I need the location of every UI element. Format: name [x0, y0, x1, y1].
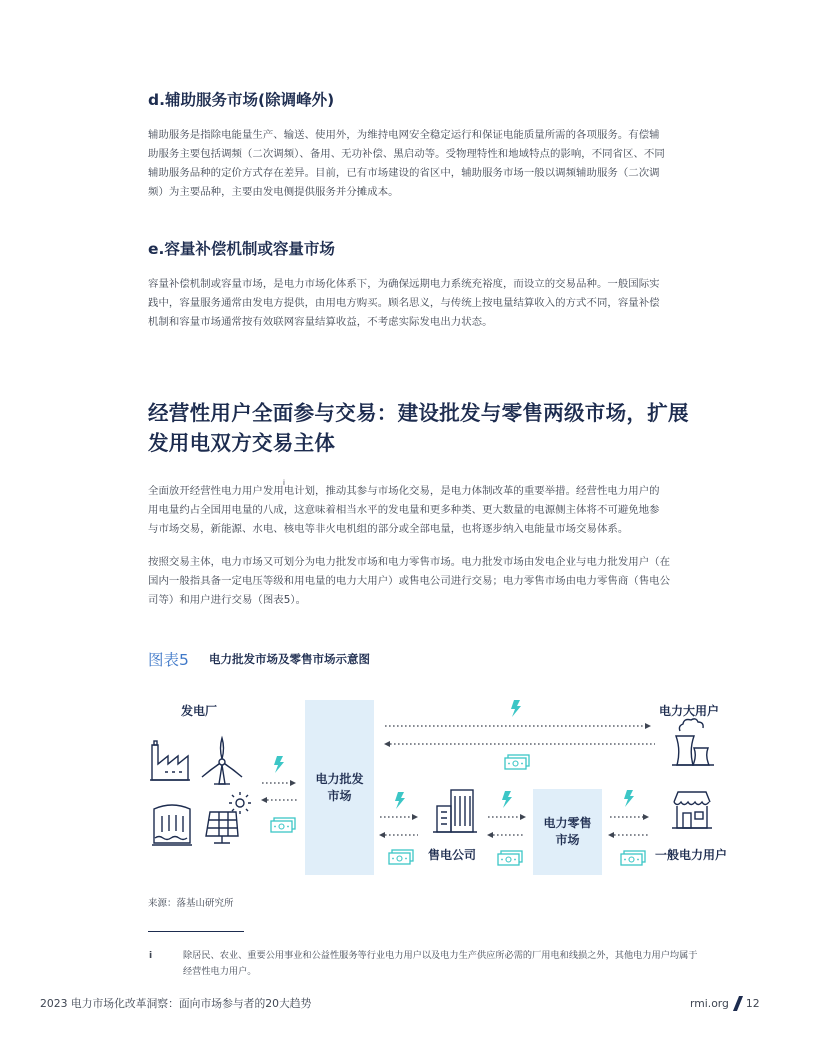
footer-document-title: 2023 电力市场化改革洞察：面向市场参与者的20大趋势 [40, 997, 312, 1010]
lightning-bolt-icon [511, 700, 521, 717]
figure-source: 来源：落基山研究所 [148, 898, 234, 909]
text-line: 辅助服务品种的定价方式存在差异。目前，已有市场建设的省区中，辅助服务市场一般以调频辅助服务（二次调 [148, 167, 660, 179]
text-line: 国内一般指具备一定电压等级和用电量的电力大用户）或售电公司进行交易；电力零售市场由电力零售商（售电公 [148, 575, 671, 587]
money-bill-icon [505, 755, 529, 769]
footnote-superscript: i [283, 479, 285, 487]
paragraph-1 [148, 482, 748, 539]
money-bill-icon [271, 818, 295, 832]
footer-page-info [690, 996, 760, 1011]
figure-label: 图表5 [148, 651, 189, 669]
power-plant-icon [672, 719, 714, 765]
arrowheads [261, 723, 651, 838]
footnote-marker: i [149, 950, 153, 961]
solar-panel-icon [206, 792, 251, 843]
main-heading-line: 经营性用户全面参与交易：建设批发与零售两级市场，扩展 [148, 401, 689, 425]
large-user-label: 电力大用户 [659, 704, 720, 718]
text-line: 容量补偿机制或容量市场，是电力市场化体系下，为确保远期电力系统充裕度，而设立的交易品种。一般国际实 [148, 278, 660, 290]
paragraph-2 [148, 553, 748, 610]
lightning-bolt-icon [274, 756, 284, 773]
money-bill-icon [389, 850, 413, 864]
text-line: 全面放开经营性电力用户发用电计划，推动其参与市场化交易，是电力体制改革的重要举措。经营性电力用户的 [148, 485, 660, 497]
office-building-icon [433, 790, 477, 832]
footnote-text: 除居民、农业、重要公用事业和公益性服务等行业电力用户以及电力生产供应所必需的厂用电和线损之外，其他电力用户均属于 经营性电力用户。 [183, 950, 698, 977]
text-line: 按照交易主体，电力市场又可划分为电力批发市场和电力零售市场。电力批发市场由发电企业与电力批发用户（在 [148, 556, 671, 568]
money-bill-icon [621, 851, 645, 865]
storefront-icon [672, 792, 712, 828]
main-heading [148, 398, 748, 458]
wind-turbine-icon [202, 738, 242, 784]
page-number: 12 [745, 997, 760, 1010]
text-line: 践中，容量服务通常由发电方提供，由用电方购买。顾名思义，与传统上按电量结算收入的方式不同，容量补偿 [148, 297, 660, 309]
lightning-bolt-icon [395, 792, 405, 809]
text-line: 助服务主要包括调频（二次调频）、备用、无功补偿、黑启动等。受物理特性和地域特点的影响，不同省区、不同 [148, 148, 665, 160]
lightning-bolt-icon [624, 790, 634, 807]
hydro-dam-icon [152, 805, 192, 845]
wholesale-market-box: 电力批发 市场 [305, 700, 374, 875]
general-user-label: 一般电力用户 [655, 848, 728, 862]
text-line: 频）为主要品种，主要由发电侧提供服务并分摊成本。 [148, 186, 399, 198]
section-e-heading: e.容量补偿机制或容量市场 [148, 240, 335, 258]
factory-icon [150, 741, 190, 780]
section-d-body [148, 126, 738, 202]
retailer-label: 售电公司 [428, 848, 477, 862]
section-e-body [148, 275, 738, 332]
retail-market-box: 电力零售 市场 [533, 789, 602, 875]
text-line: 辅助服务是指除电能量生产、输送、使用外，为维持电网安全稳定运行和保证电能质量所需的各项服务。有偿辅 [148, 129, 660, 141]
text-line: 机制和容量市场通常按有效联网容量结算收益，不考虑实际发电出力状态。 [148, 316, 493, 328]
footnote-divider [148, 931, 244, 932]
section-d-heading: d.辅助服务市场(除调峰外) [148, 91, 335, 109]
money-bill-icon [498, 851, 522, 865]
text-line: 司等）和用户进行交易（图表5）。 [148, 594, 307, 606]
lightning-bolt-icon [502, 791, 512, 808]
generator-label: 发电厂 [181, 704, 218, 718]
slash-divider-icon [733, 996, 743, 1011]
main-heading-line: 发用电双方交易主体 [148, 431, 336, 455]
footer-site[interactable]: rmi.org [690, 997, 729, 1010]
figure-title: 电力批发市场及零售市场示意图 [209, 652, 370, 666]
text-line: 用电量约占全国用电量的八成，这意味着相当水平的发电量和更多种类、更大数量的电源侧主体将不可避免地参 [148, 504, 660, 516]
text-line: 与市场交易，新能源、水电、核电等非火电机组的部分或全部电量，也将逐步纳入电能量市场交易体系。 [148, 523, 629, 535]
